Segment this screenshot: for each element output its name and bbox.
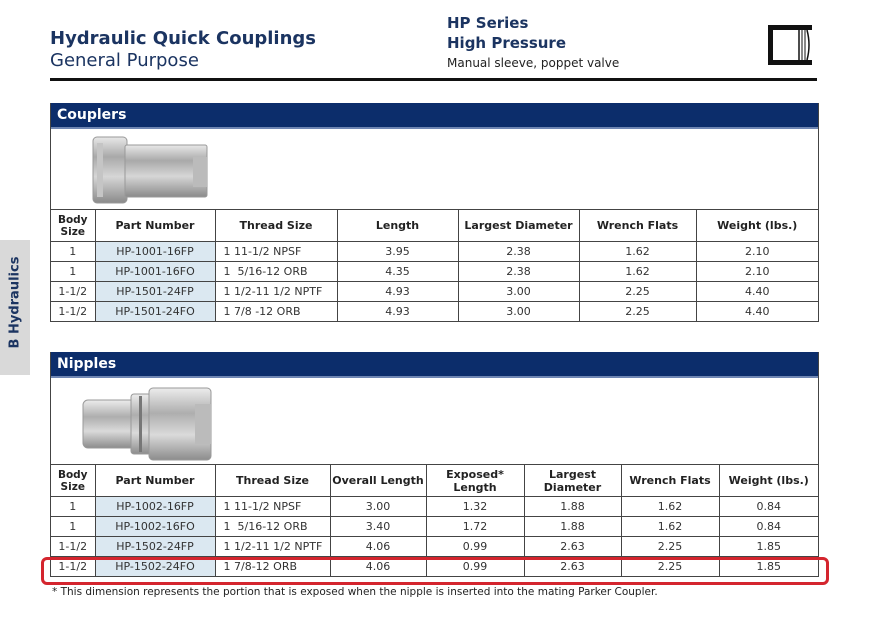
table-row (51, 242, 818, 262)
part-number: HP-1501-24FP (95, 282, 215, 302)
header-rule (50, 78, 817, 81)
overall-length: 3.40 (330, 517, 426, 537)
part-number: HP-1501-24FO (95, 302, 215, 322)
weight: 1.85 (719, 557, 818, 577)
col-weight: Weight (lbs.) (696, 210, 818, 242)
length: 4.93 (337, 282, 458, 302)
table-row (51, 537, 818, 557)
part-number: HP-1002-16FP (95, 497, 215, 517)
couplers-section (50, 103, 819, 322)
overall-length: 3.00 (330, 497, 426, 517)
exposed-length: 0.99 (426, 537, 524, 557)
wrench-flats: 2.25 (621, 557, 719, 577)
wrench-flats: 2.25 (621, 537, 719, 557)
nipples-header: Nipples (51, 352, 818, 378)
body-size: 1 (51, 517, 95, 537)
wrench-flats: 1.62 (579, 262, 696, 282)
page-title: Hydraulic Quick Couplings (50, 28, 317, 49)
thread-size: 1 1/2-11 1/2 NPTF (215, 537, 330, 557)
thread-size: 1 1/2-11 1/2 NPTF (215, 282, 337, 302)
length: 4.35 (337, 262, 458, 282)
col-wrench-flats: Wrench Flats (579, 210, 696, 242)
exposed-length: 0.99 (426, 557, 524, 577)
pressure-label: High Pressure (447, 34, 567, 52)
col-body-size: Body Size (51, 465, 95, 497)
body-size: 1-1/2 (51, 282, 95, 302)
weight: 2.10 (696, 262, 818, 282)
thread-size: 1 11-1/2 NPSF (215, 497, 330, 517)
thread-size: 1 5/16-12 ORB (215, 517, 330, 537)
largest-diameter: 1.88 (524, 497, 621, 517)
nipple-photo (51, 378, 818, 464)
side-tab (0, 240, 30, 375)
col-wrench-flats: Wrench Flats (621, 465, 719, 497)
col-exposed-length: Exposed* Length (426, 465, 524, 497)
table-row (51, 302, 818, 322)
description-label: Manual sleeve, poppet valve (447, 56, 620, 70)
part-number: HP-1001-16FP (95, 242, 215, 262)
body-size: 1-1/2 (51, 302, 95, 322)
length: 3.95 (337, 242, 458, 262)
page-subtitle: General Purpose (50, 50, 199, 71)
largest-diameter: 2.63 (524, 557, 621, 577)
couplers-table (51, 209, 818, 321)
part-number: HP-1502-24FO (95, 557, 215, 577)
thread-size: 1 7/8-12 ORB (215, 557, 330, 577)
largest-diameter: 2.38 (458, 242, 579, 262)
side-tab-label: B Hydraulics (7, 256, 23, 349)
weight: 0.84 (719, 517, 818, 537)
col-thread-size: Thread Size (215, 465, 330, 497)
largest-diameter: 1.88 (524, 517, 621, 537)
body-size: 1 (51, 242, 95, 262)
weight: 1.85 (719, 537, 818, 557)
wrench-flats: 1.62 (579, 242, 696, 262)
footnote: * This dimension represents the portion that is exposed when the nipple is inserted into the mating Parker Coupler. (52, 586, 658, 598)
weight: 0.84 (719, 497, 818, 517)
wrench-flats: 2.25 (579, 302, 696, 322)
weight: 4.40 (696, 302, 818, 322)
table-row (51, 497, 818, 517)
weight: 4.40 (696, 282, 818, 302)
wrench-flats: 1.62 (621, 497, 719, 517)
exposed-length: 1.72 (426, 517, 524, 537)
largest-diameter: 3.00 (458, 302, 579, 322)
col-largest-diameter: Largest Diameter (524, 465, 621, 497)
col-overall-length: Overall Length (330, 465, 426, 497)
overall-length: 4.06 (330, 537, 426, 557)
col-length: Length (337, 210, 458, 242)
thread-size: 1 5/16-12 ORB (215, 262, 337, 282)
part-number: HP-1002-16FO (95, 517, 215, 537)
thread-size: 1 7/8 -12 ORB (215, 302, 337, 322)
col-thread-size: Thread Size (215, 210, 337, 242)
col-body-size: Body Size (51, 210, 95, 242)
largest-diameter: 2.63 (524, 537, 621, 557)
length: 4.93 (337, 302, 458, 322)
table-row (51, 262, 818, 282)
weight: 2.10 (696, 242, 818, 262)
part-number: HP-1001-16FO (95, 262, 215, 282)
col-part-number: Part Number (95, 210, 215, 242)
table-row (51, 282, 818, 302)
thread-size: 1 11-1/2 NPSF (215, 242, 337, 262)
nipples-section (50, 352, 819, 577)
wrench-flats: 1.62 (621, 517, 719, 537)
part-number: HP-1502-24FP (95, 537, 215, 557)
col-weight: Weight (lbs.) (719, 465, 818, 497)
coupling-profile-icon (766, 23, 816, 67)
coupler-photo (51, 129, 818, 209)
largest-diameter: 3.00 (458, 282, 579, 302)
body-size: 1 (51, 262, 95, 282)
body-size: 1-1/2 (51, 557, 95, 577)
overall-length: 4.06 (330, 557, 426, 577)
row-highlight-annotation (41, 557, 829, 585)
body-size: 1 (51, 497, 95, 517)
col-largest-diameter: Largest Diameter (458, 210, 579, 242)
col-part-number: Part Number (95, 465, 215, 497)
largest-diameter: 2.38 (458, 262, 579, 282)
wrench-flats: 2.25 (579, 282, 696, 302)
exposed-length: 1.32 (426, 497, 524, 517)
body-size: 1-1/2 (51, 537, 95, 557)
table-row (51, 517, 818, 537)
series-label: HP Series (447, 14, 529, 32)
couplers-header: Couplers (51, 103, 818, 129)
